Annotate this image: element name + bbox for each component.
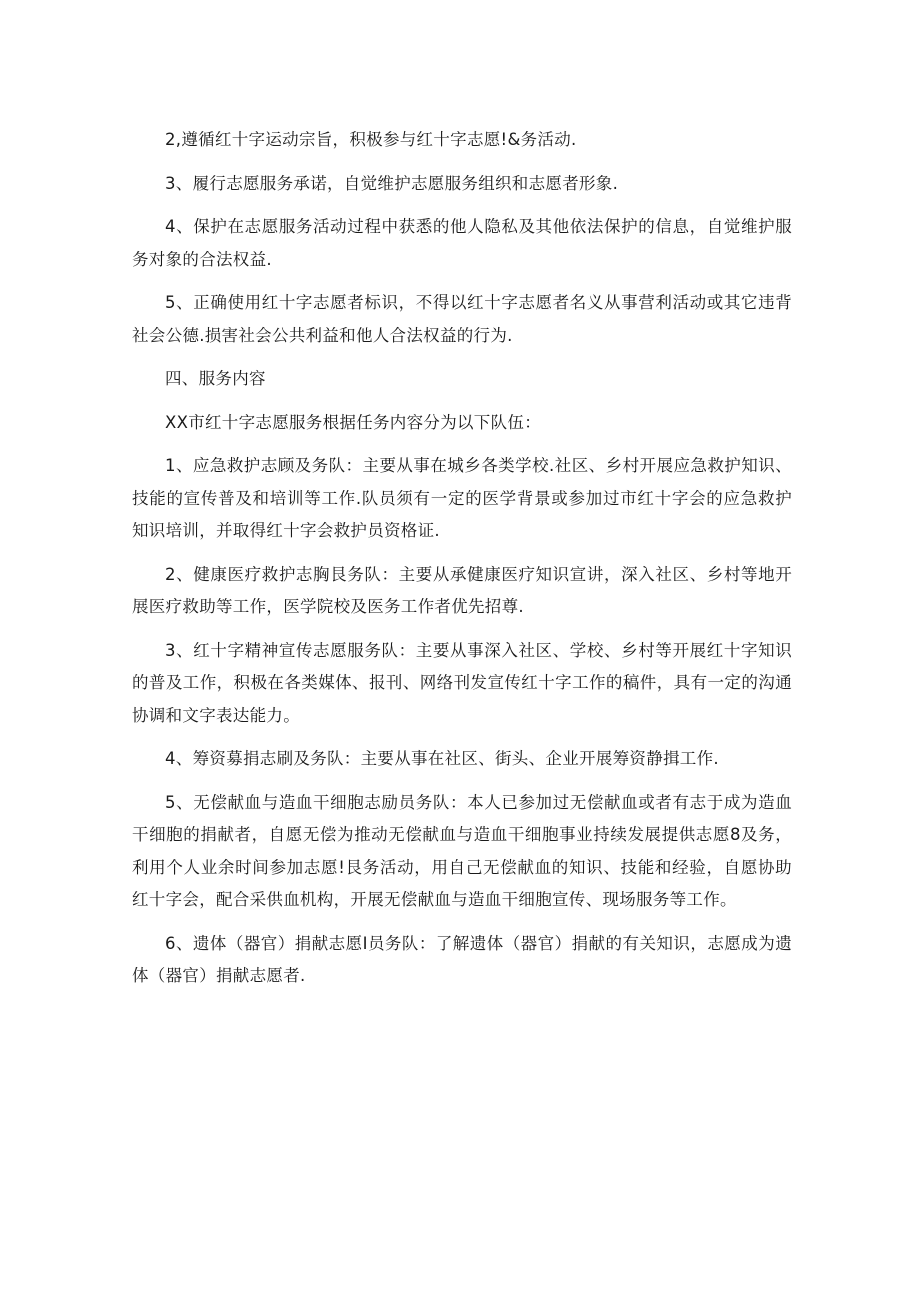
paragraph-duty-3: 3、履行志愿服务承诺，自觉维护志愿服务组织和志愿者形象. (165, 173, 619, 193)
paragraph-duty-2: 2,遵循红十字运动宗旨，积极参与红十字志愿!&务活动. (165, 130, 577, 149)
paragraph-team-3: 3、红十字精神宣传志愿服务队：主要从事深入社区、学校、乡村等开展红十字知识的普及工作，积极在各类媒体、报刊、网络刊发宣传红十字工作的稿件，具有一定的沟通协调和文字表达能力。 (132, 640, 792, 725)
paragraph-team-4: 4、筹资募捐志刷及务队：主要从事在社区、街头、企业开展筹资静揖工作. (165, 749, 719, 768)
document-body (132, 124, 792, 1004)
section-heading-service-content: 四、服务内容 (165, 369, 266, 388)
paragraph-duty-5: 5、正确使用红十字志愿者标识，不得以红十字志愿者名义从事营利活动或其它违背社会公德.损害社会公共利益和他人合法权益的行为. (132, 293, 792, 345)
paragraph-team-2: 2、健康医疗救护志胸艮务队：主要从承健康医疗知识宣讲，深入社区、乡村等地开展医疗救助等工作，医学院校及医务工作者优先招尊. (132, 564, 792, 616)
paragraph-team-intro: XX市红十字志愿服务根据任务内容分为以下队伍： (165, 412, 542, 432)
paragraph-team-1: 1、应急救护志顾及务队：主要从事在城乡各类学校.社区、乡村开展应急救护知识、技能的宣传普及和培训等工作.队员须有一定的医学背景或参加过市红十字会的应急救护知识培训，并取得红十字会救护员资格证. (132, 456, 792, 540)
paragraph-duty-4: 4、保护在志愿服务活动过程中获悉的他人隐私及其他依法保护的信息，自觉维护服务对象的合法权益. (132, 217, 792, 269)
paragraph-team-6: 6、遗体（器官）捐献志愿I员务队：了解遗体（器官）捐献的有关知识，志愿成为遗体（器官）捐献志愿者. (132, 933, 792, 985)
paragraph-team-5: 5、无偿献血与造血干细胞志励员务队：本人已参加过无偿献血或者有志于成为造血干细胞的捐献者，自愿无偿为推动无偿献血与造血干细胞事业持续发展提供志愿8及务，利用个人业余时间参加志愿!艮务活动，用自己无偿献血的知识、技能和经验，自愿协助红十字会，配合采供血机构，开展无偿献血与造血干细胞宣传、现场服务等工作。 (132, 792, 792, 909)
